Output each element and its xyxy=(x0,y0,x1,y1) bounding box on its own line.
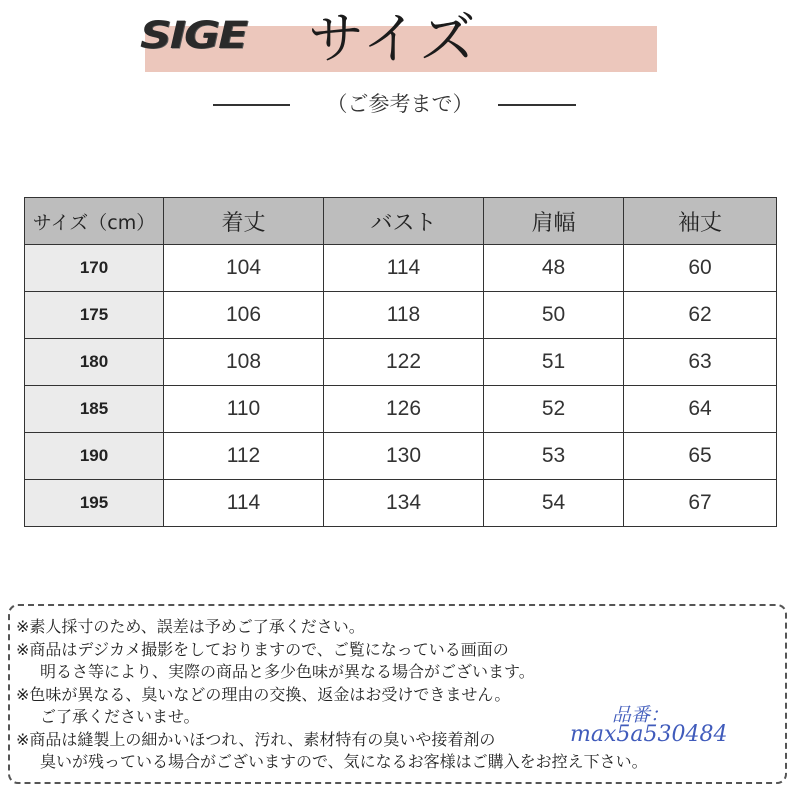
column-header-size: サイズ（cm） xyxy=(25,198,164,245)
table-row xyxy=(25,433,777,480)
cell-shoulder: 51 xyxy=(484,339,624,386)
page-subtitle: （ご参考まで） xyxy=(326,92,474,116)
cell-sleeve: 65 xyxy=(624,433,777,480)
cell-bust: 114 xyxy=(324,245,484,292)
row-size: 190 xyxy=(25,433,164,480)
cell-length: 108 xyxy=(164,339,324,386)
cell-sleeve: 63 xyxy=(624,339,777,386)
subtitle-rule-right xyxy=(498,104,576,106)
table-row xyxy=(25,245,777,292)
row-size: 180 xyxy=(25,339,164,386)
note-line: 臭いが残っている場合がございますので、気になるお客様はご購入をお控え下さい。 xyxy=(40,752,648,771)
cell-sleeve: 62 xyxy=(624,292,777,339)
table-row xyxy=(25,386,777,433)
page-title: サイズ xyxy=(308,7,478,72)
cell-shoulder: 50 xyxy=(484,292,624,339)
cell-sleeve: 60 xyxy=(624,245,777,292)
cell-bust: 118 xyxy=(324,292,484,339)
watermark-code: max5a530484 xyxy=(570,722,728,747)
table-row xyxy=(25,480,777,527)
row-size: 195 xyxy=(25,480,164,527)
cell-bust: 122 xyxy=(324,339,484,386)
cell-sleeve: 67 xyxy=(624,480,777,527)
cell-length: 112 xyxy=(164,433,324,480)
size-logo: SIGE xyxy=(140,13,247,58)
cell-length: 110 xyxy=(164,386,324,433)
note-line: ※素人採寸のため、誤差は予めご了承ください。 xyxy=(16,617,365,636)
note-line: ※商品はデジカメ撮影をしておりますので、ご覧になっている画面の xyxy=(16,639,509,659)
cell-bust: 130 xyxy=(324,433,484,480)
table-header-row xyxy=(25,198,777,245)
table-row xyxy=(25,292,777,339)
cell-shoulder: 53 xyxy=(484,433,624,480)
cell-shoulder: 54 xyxy=(484,480,624,527)
table-row xyxy=(25,339,777,386)
subtitle-rule-left xyxy=(213,104,290,106)
column-header-shoulder: 肩幅 xyxy=(484,198,624,245)
watermark-label: 品番： xyxy=(612,704,670,726)
cell-bust: 126 xyxy=(324,386,484,433)
cell-length: 114 xyxy=(164,480,324,527)
note-line: ご了承くださいませ。 xyxy=(40,707,200,726)
cell-length: 106 xyxy=(164,292,324,339)
note-line: ※商品は縫製上の細かいほつれ、汚れ、素材特有の臭いや接着剤の xyxy=(16,729,496,749)
column-header-length: 着丈 xyxy=(164,198,324,245)
note-line: ※色味が異なる、臭いなどの理由の交換、返金はお受けできません。 xyxy=(16,684,511,704)
cell-bust: 134 xyxy=(324,480,484,527)
size-table xyxy=(24,197,777,527)
row-size: 170 xyxy=(25,245,164,292)
note-line: 明るさ等により、実際の商品と多少色味が異なる場合がございます。 xyxy=(40,662,535,681)
row-size: 185 xyxy=(25,386,164,433)
cell-length: 104 xyxy=(164,245,324,292)
row-size: 175 xyxy=(25,292,164,339)
notes-box xyxy=(8,604,787,784)
cell-shoulder: 48 xyxy=(484,245,624,292)
column-header-sleeve: 袖丈 xyxy=(624,198,777,245)
column-header-bust: バスト xyxy=(324,198,484,245)
cell-sleeve: 64 xyxy=(624,386,777,433)
cell-shoulder: 52 xyxy=(484,386,624,433)
